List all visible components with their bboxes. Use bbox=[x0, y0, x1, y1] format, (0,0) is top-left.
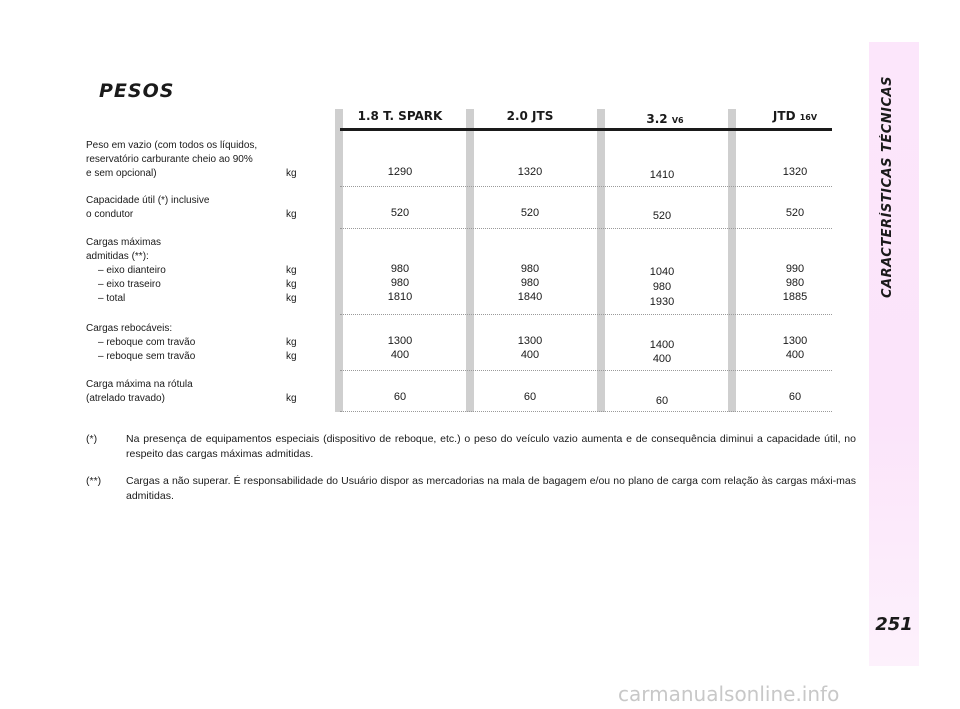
value-hitch-spark: 60 bbox=[393, 391, 407, 403]
row-rear-axle-label: – eixo traseiro bbox=[98, 279, 161, 290]
row-total-unit: kg bbox=[286, 293, 297, 304]
column-header-jtd bbox=[755, 109, 835, 123]
row-empty-weight-line-3: e sem opcional) bbox=[86, 168, 157, 179]
footnote-1-mark: (*) bbox=[86, 433, 98, 445]
row-payload-line-1: Capacidade útil (*) inclusive bbox=[86, 195, 210, 206]
value-total-spark: 1810 bbox=[387, 291, 413, 303]
column-header-spark bbox=[350, 109, 450, 123]
row-empty-weight-line-1: Peso em vazio (com todos os líquidos, bbox=[86, 140, 258, 151]
value-payload-v6: 520 bbox=[652, 210, 672, 222]
row-divider bbox=[340, 186, 832, 187]
value-empty-weight-v6: 1410 bbox=[649, 169, 675, 181]
row-unbraked-trailer-label: – reboque sem travão bbox=[98, 351, 196, 362]
watermark: carmanualsonline.info bbox=[618, 682, 840, 706]
row-front-axle-label: – eixo dianteiro bbox=[98, 265, 166, 276]
row-braked-trailer-label: – reboque com travão bbox=[98, 337, 196, 348]
row-divider bbox=[340, 370, 832, 371]
row-hitch-line-2: (atrelado travado) bbox=[86, 393, 165, 404]
footnote-1-text: Na presença de equipamentos especiais (dispositivo de reboque, etc.) o peso do veículo vazio aumenta e de consequência diminui a capacidade útil, no respeito das cargas máximas admitidas. bbox=[126, 433, 856, 460]
value-empty-weight-jts: 1320 bbox=[517, 166, 543, 178]
column-header-v6-suffix: V6 bbox=[671, 116, 684, 125]
value-rear-axle-jts: 980 bbox=[520, 277, 540, 289]
column-bar-3 bbox=[597, 109, 605, 412]
value-front-axle-spark: 980 bbox=[390, 263, 410, 275]
row-braked-trailer-unit: kg bbox=[286, 337, 297, 348]
column-header-v6 bbox=[625, 112, 705, 126]
value-braked-trailer-spark: 1300 bbox=[387, 335, 413, 347]
value-empty-weight-jtd: 1320 bbox=[782, 166, 808, 178]
column-bar-2 bbox=[466, 109, 474, 412]
footnote-2-mark: (**) bbox=[86, 475, 102, 487]
row-front-axle-unit: kg bbox=[286, 265, 297, 276]
row-total-label: – total bbox=[98, 293, 126, 304]
row-unbraked-trailer-unit: kg bbox=[286, 351, 297, 362]
row-max-loads-line-1: Cargas máximas bbox=[86, 237, 162, 248]
value-rear-axle-spark: 980 bbox=[390, 277, 410, 289]
row-rear-axle-unit: kg bbox=[286, 279, 297, 290]
row-divider bbox=[340, 411, 832, 412]
section-title: PESOS bbox=[99, 80, 175, 102]
value-rear-axle-jtd: 980 bbox=[785, 277, 805, 289]
footnote-1 bbox=[86, 432, 856, 462]
column-bar-1 bbox=[335, 109, 343, 412]
value-hitch-jtd: 60 bbox=[788, 391, 802, 403]
header-rule bbox=[340, 128, 832, 131]
column-bar-4 bbox=[728, 109, 736, 412]
value-unbraked-trailer-jts: 400 bbox=[520, 349, 540, 361]
value-total-jtd: 1885 bbox=[782, 291, 808, 303]
column-header-jts-name: 2.0 JTS bbox=[506, 109, 554, 123]
value-unbraked-trailer-spark: 400 bbox=[390, 349, 410, 361]
value-hitch-v6: 60 bbox=[655, 395, 669, 407]
row-max-loads-line-2: admitidas (**): bbox=[86, 251, 149, 262]
row-divider bbox=[340, 314, 832, 315]
column-header-v6-name: 3.2 bbox=[646, 112, 668, 126]
column-header-jts bbox=[490, 109, 570, 123]
footnote-2-text: Cargas a não superar. É responsabilidade do Usuário dispor as mercadorias na mala de bagagem e/ou no plano de carga com relação às cargas máxi-mas admitidas. bbox=[126, 475, 856, 502]
value-rear-axle-v6: 980 bbox=[652, 281, 672, 293]
value-unbraked-trailer-jtd: 400 bbox=[785, 349, 805, 361]
row-hitch-line-1: Carga máxima na rótula bbox=[86, 379, 193, 390]
column-header-jtd-suffix: 16V bbox=[799, 113, 818, 122]
chapter-label: CARACTERÍSTICAS TÉCNICAS bbox=[880, 76, 895, 298]
row-empty-weight-unit: kg bbox=[286, 168, 297, 179]
value-braked-trailer-v6: 1400 bbox=[649, 339, 675, 351]
value-total-v6: 1930 bbox=[649, 296, 675, 308]
value-front-axle-jtd: 990 bbox=[785, 263, 805, 275]
value-front-axle-v6: 1040 bbox=[649, 266, 675, 278]
row-towable-line-1: Cargas rebocáveis: bbox=[86, 323, 173, 334]
page-number: 251 bbox=[875, 614, 913, 635]
row-payload-unit: kg bbox=[286, 209, 297, 220]
value-hitch-jts: 60 bbox=[523, 391, 537, 403]
row-payload-line-2: o condutor bbox=[86, 209, 134, 220]
value-payload-jtd: 520 bbox=[785, 207, 805, 219]
value-empty-weight-spark: 1290 bbox=[387, 166, 413, 178]
row-divider bbox=[340, 228, 832, 229]
value-unbraked-trailer-v6: 400 bbox=[652, 353, 672, 365]
value-payload-spark: 520 bbox=[390, 207, 410, 219]
value-braked-trailer-jtd: 1300 bbox=[782, 335, 808, 347]
value-total-jts: 1840 bbox=[517, 291, 543, 303]
value-payload-jts: 520 bbox=[520, 207, 540, 219]
value-front-axle-jts: 980 bbox=[520, 263, 540, 275]
footnote-2 bbox=[86, 474, 856, 504]
row-empty-weight-line-2: reservatório carburante cheio ao 90% bbox=[86, 154, 253, 165]
row-hitch-unit: kg bbox=[286, 393, 297, 404]
column-header-jtd-name: JTD bbox=[772, 109, 796, 123]
value-braked-trailer-jts: 1300 bbox=[517, 335, 543, 347]
column-header-spark-name: 1.8 T. SPARK bbox=[357, 109, 443, 123]
